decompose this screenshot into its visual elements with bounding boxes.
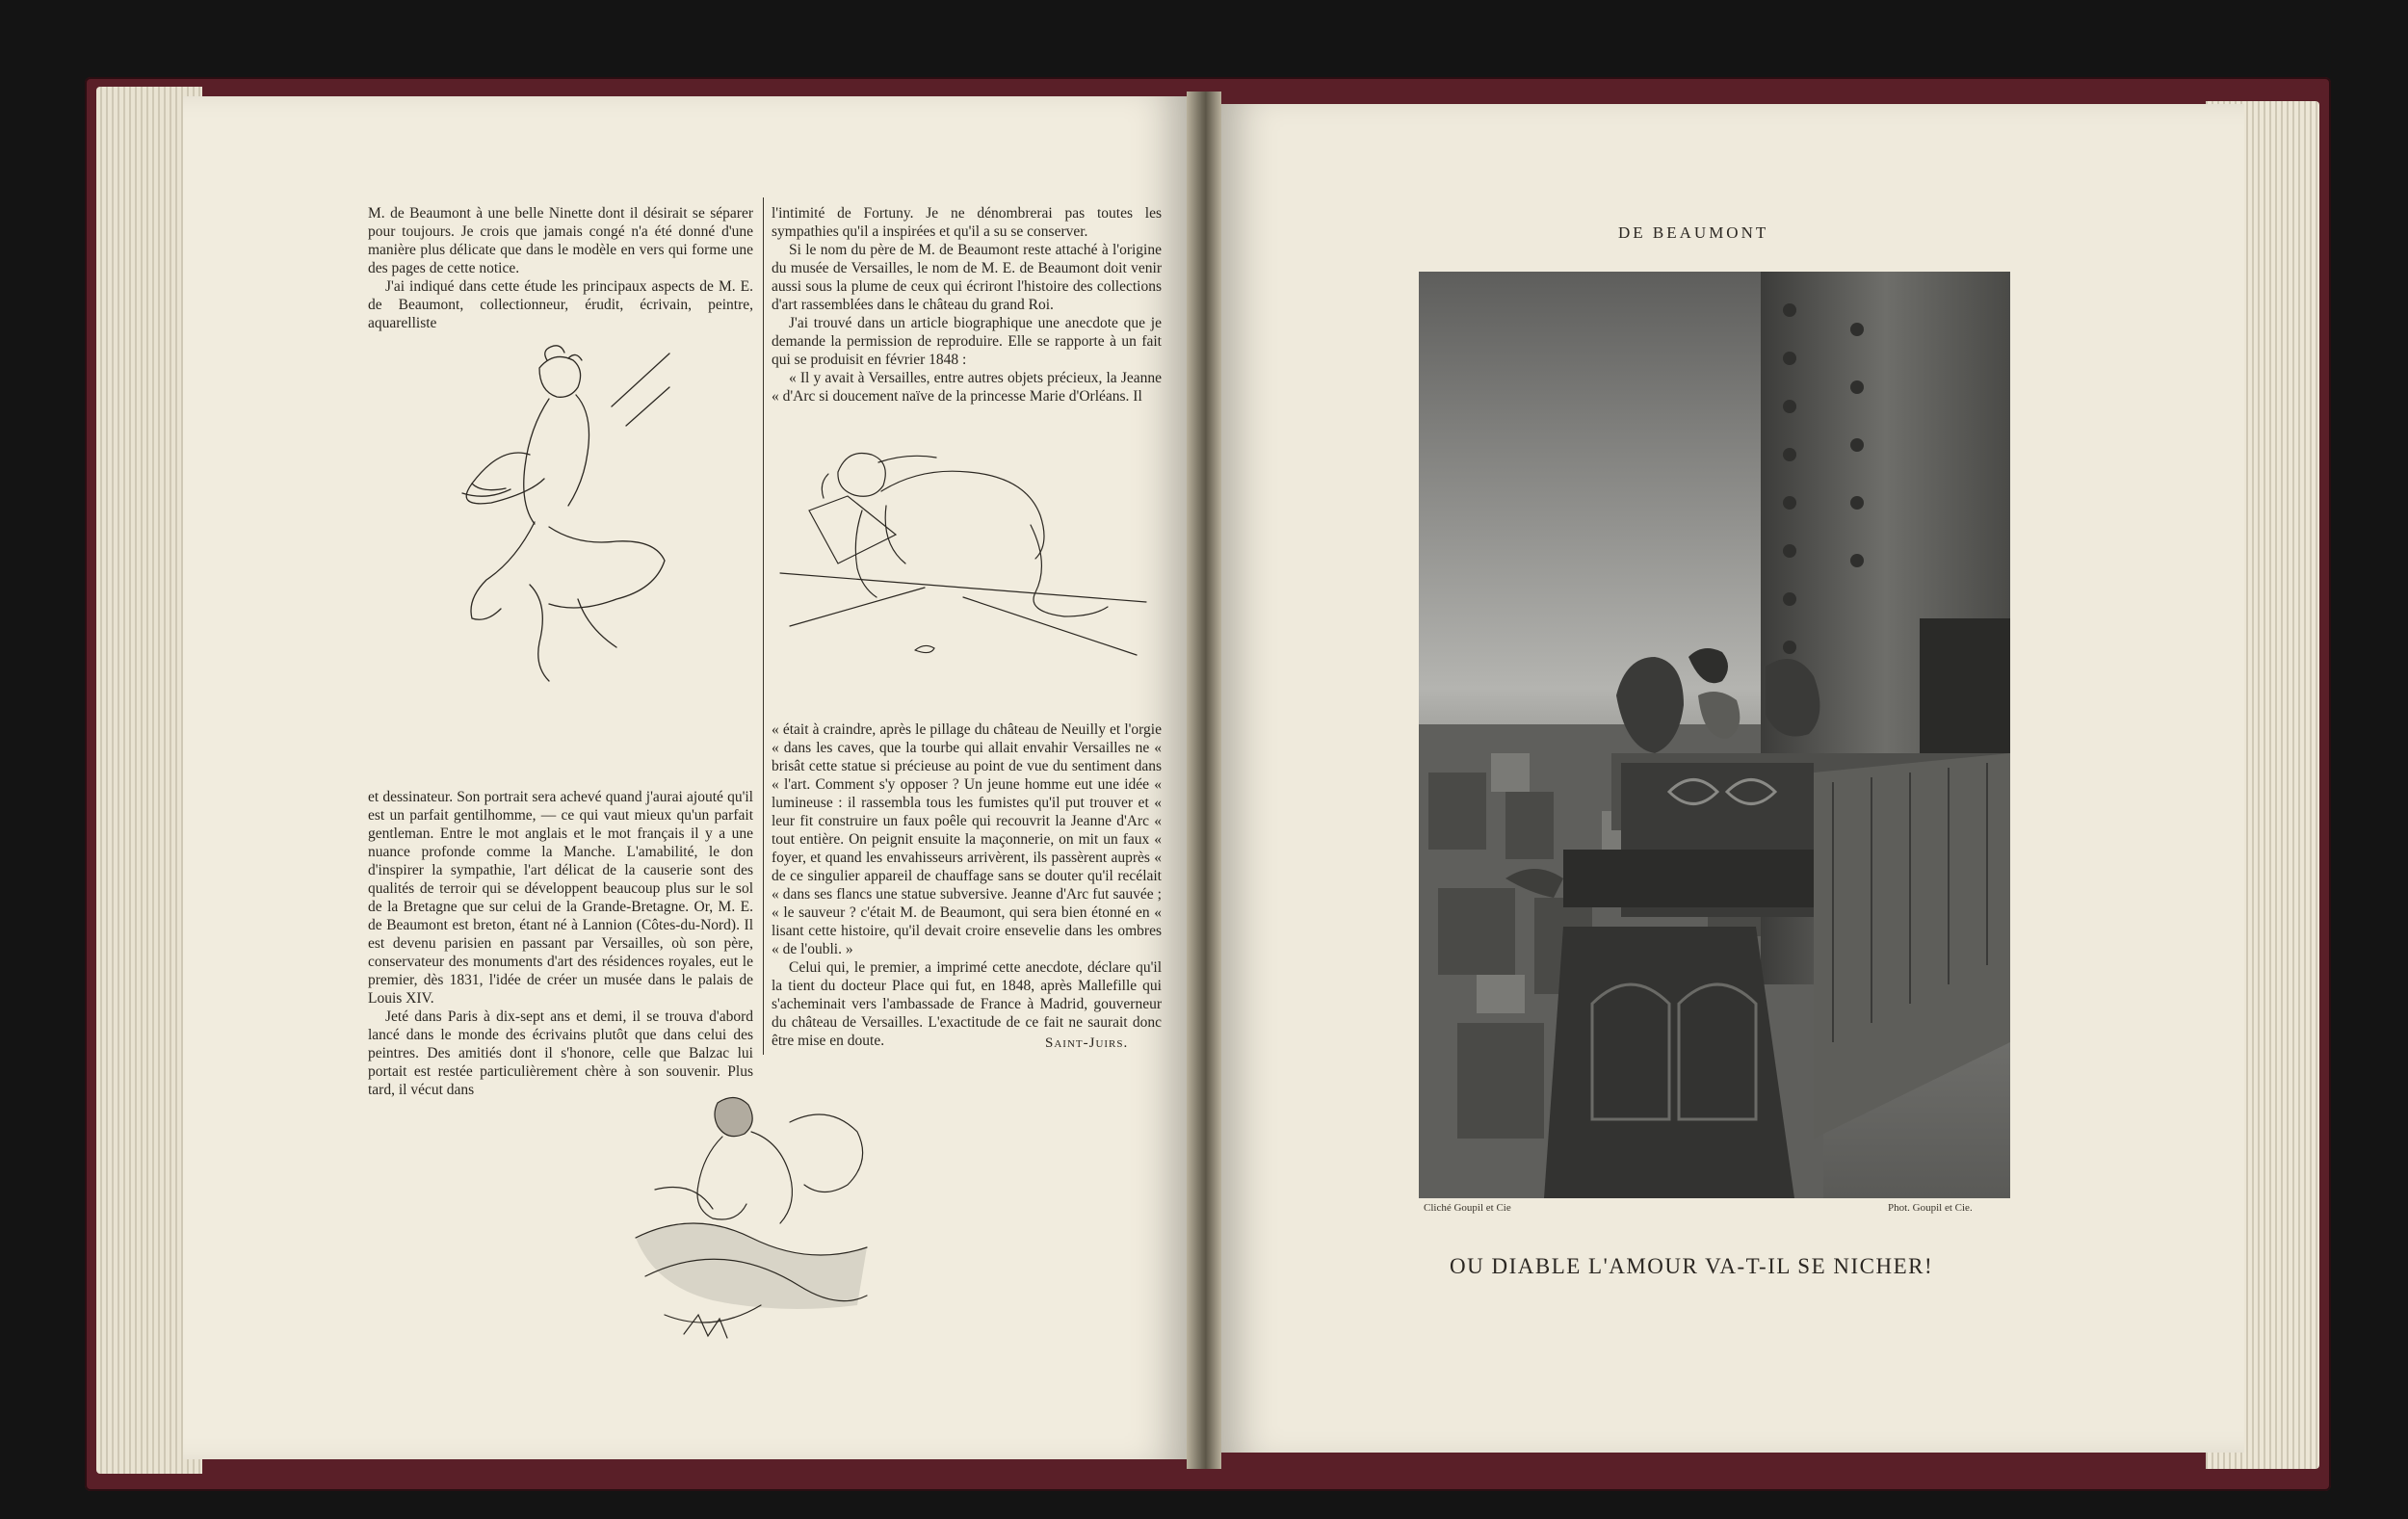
paragraph: J'ai trouvé dans un article biographique une anecdote que je demande la permission de reproduire. Elle se rapporte à un fait qui se produisit en février 1848 : [772, 315, 1162, 368]
paragraph: Jeté dans Paris à dix-sept ans et demi, il se trouva d'abord lancé dans le monde des écrivains plutôt que dans celui des peintres. Des amitiés dont il s'honore, celle que Balzac lui portait est restée particulièrement chère à son souvenir. Plus tard, il vécut dans [368, 1008, 753, 1098]
column-rule [763, 197, 764, 1055]
paragraph: M. de Beaumont à une belle Ninette dont il désirait se séparer pour toujours. Je crois que jamais congé n'a été donné d'une manière plus délicate que dans le modèle en vers qui forme une des pages de cette notice. [368, 205, 753, 276]
paragraph: et dessinateur. Son portrait sera achevé quand j'aurai ajouté qu'il est un parfait gentilhomme, — ce qui vaut mieux qu'un parfait gentleman. Entre le mot anglais et le mot français il y a une nuance profonde comme la Manche. L'amabilité, le don d'inspirer la sympathie, l'art délicat de la causerie sont des qualités de terroir qui se développent beaucoup plus sur le sol de la Bretagne que sur celui de la Grande-Bretagne. Or, M. E. de Beaumont est breton, étant né à Lannion (Côtes-du-Nord). Il est devenu parisien en passant par Versailles, où son père, conservateur des monuments d'art des résidences royales, eut le premier, dès 1831, l'idée de créer un musée dans le palais de Louis XIV. [368, 789, 753, 1007]
photogravure-plate [1419, 272, 2010, 1198]
reclining-figure-sketch [626, 1084, 886, 1358]
text-column-bottom-right [772, 720, 1162, 1050]
running-head: DE BEAUMONT [1618, 223, 1769, 242]
author-signature: Saint-Juirs. [1045, 1035, 1129, 1051]
paragraph: « était à craindre, après le pillage du château de Neuilly et l'orgie « dans les caves, que la tourbe qui allait envahir Versailles ne « brisât cette statue si précieuse au point de vue du sentiment dans « l'art. Comment s'y opposer ? Un jeune homme eut une idée « lumineuse : il rassembla tous les fumistes qu'il put trouver et « leur fit construire un faux poêle qui recouvrit la Jeanne d'Arc « tout entière. On peignit ensuite la maçonnerie, on mit un faux « foyer, et quand les envahisseurs arrivèrent, ils passèrent auprès « de ce singulier appareil de chauffage sans se douter qu'il recélait « dans ses flancs une statue subversive. Jeanne d'Arc fut sauvée ; « le sauveur ? c'était M. de Beaumont, qui sera bien étonné en « lisant cette histoire, qu'il devait croire ensevelie dans les ombres « de l'oubli. » [772, 721, 1162, 957]
text-column-top-right [772, 204, 1162, 406]
book-gutter [1187, 92, 1221, 1469]
paragraph: J'ai indiqué dans cette étude les principaux aspects de M. E. de Beaumont, collectionneur, érudit, écrivain, peintre, aquarelliste [368, 278, 753, 331]
gargoyle-balcony-image [1419, 272, 2010, 1198]
seated-figure-sketch [433, 339, 684, 710]
paragraph: l'intimité de Fortuny. Je ne dénombrerai pas toutes les sympathies qu'il a inspirées et qu'il a su se conserver. [772, 205, 1162, 240]
text-column-bottom-left [368, 788, 753, 1099]
plate-caption: OU DIABLE L'AMOUR VA-T-IL SE NICHER! [1450, 1254, 1934, 1278]
paragraph: Si le nom du père de M. de Beaumont reste attaché à l'origine du musée de Versailles, le nom de M. E. de Beaumont doit venir aussi sous la plume de ceux qui écriront l'histoire des collections d'art rassemblées dans le château du grand Roi. [772, 242, 1162, 313]
paragraph: « Il y avait à Versailles, entre autres objets précieux, la Jeanne « d'Arc si doucement naïve de la princesse Marie d'Orléans. Il [772, 370, 1162, 405]
text-column-top-left [368, 204, 753, 332]
photo-credit-right: Phot. Goupil et Cie. [1888, 1202, 1973, 1214]
photo-credit-left: Cliché Goupil et Cie [1424, 1202, 1511, 1214]
paragraph: Celui qui, le premier, a imprimé cette anecdote, déclare qu'il la tient du docteur Place qui fut, en 1848, après Mallefille qui s'acheminait vers l'ambassade de France à Madrid, gouverneur du château de Versailles. L'exactitude de ce fait ne saurait donc être mise en doute. [772, 959, 1162, 1049]
crouching-figure-sketch [771, 433, 1161, 679]
